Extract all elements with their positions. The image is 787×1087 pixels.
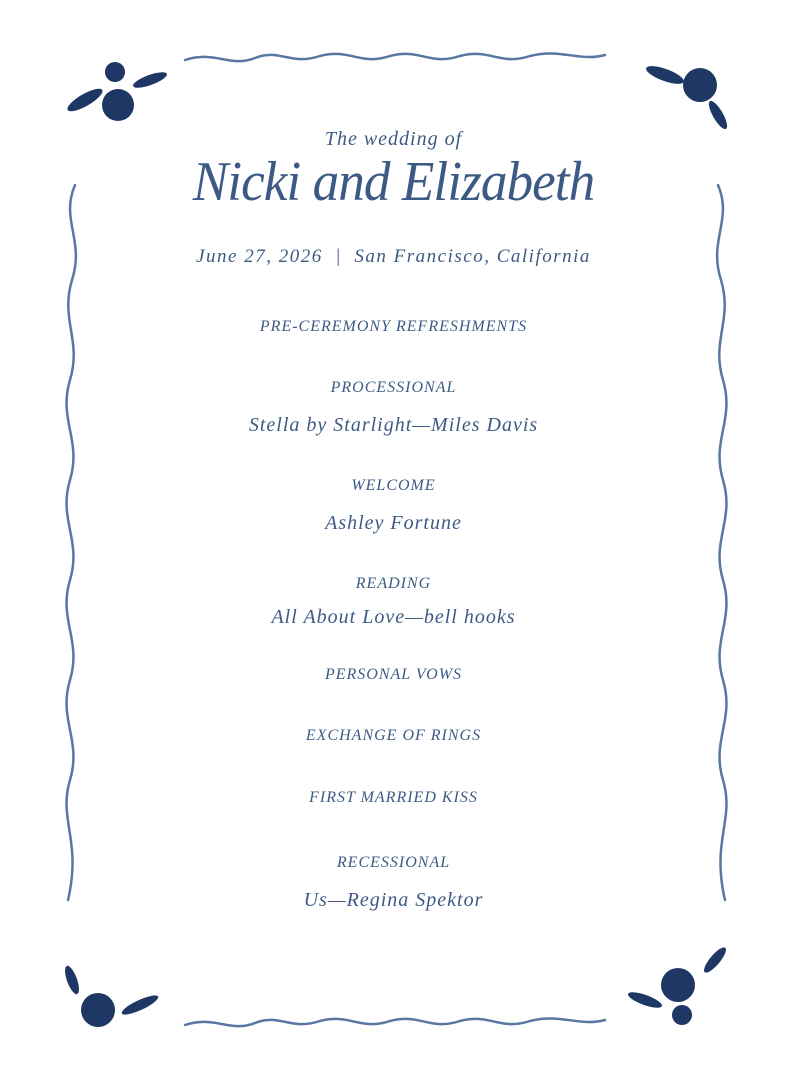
date-location: June 27, 2026 | San Francisco, California [196, 246, 591, 267]
program-heading: PRE-CEREMONY REFRESHMENTS [259, 318, 528, 335]
program-heading: PERSONAL VOWS [324, 666, 463, 683]
program-heading: RECESSIONAL [336, 854, 451, 871]
program-detail: Stella by Starlight—Miles Davis [248, 414, 539, 436]
program-detail: All About Love—bell hooks [271, 606, 516, 628]
couple-names: Nicki and Elizabeth [192, 151, 595, 213]
program-heading: PROCESSIONAL [330, 379, 457, 396]
program-detail: Ashley Fortune [325, 512, 462, 534]
program-detail: Us—Regina Spektor [303, 889, 484, 911]
intro-text: The wedding of [324, 128, 463, 150]
program-heading: EXCHANGE OF RINGS [305, 727, 482, 744]
program-heading: FIRST MARRIED KISS [309, 789, 478, 806]
program-heading: READING [355, 575, 432, 592]
program-heading: WELCOME [351, 477, 436, 494]
